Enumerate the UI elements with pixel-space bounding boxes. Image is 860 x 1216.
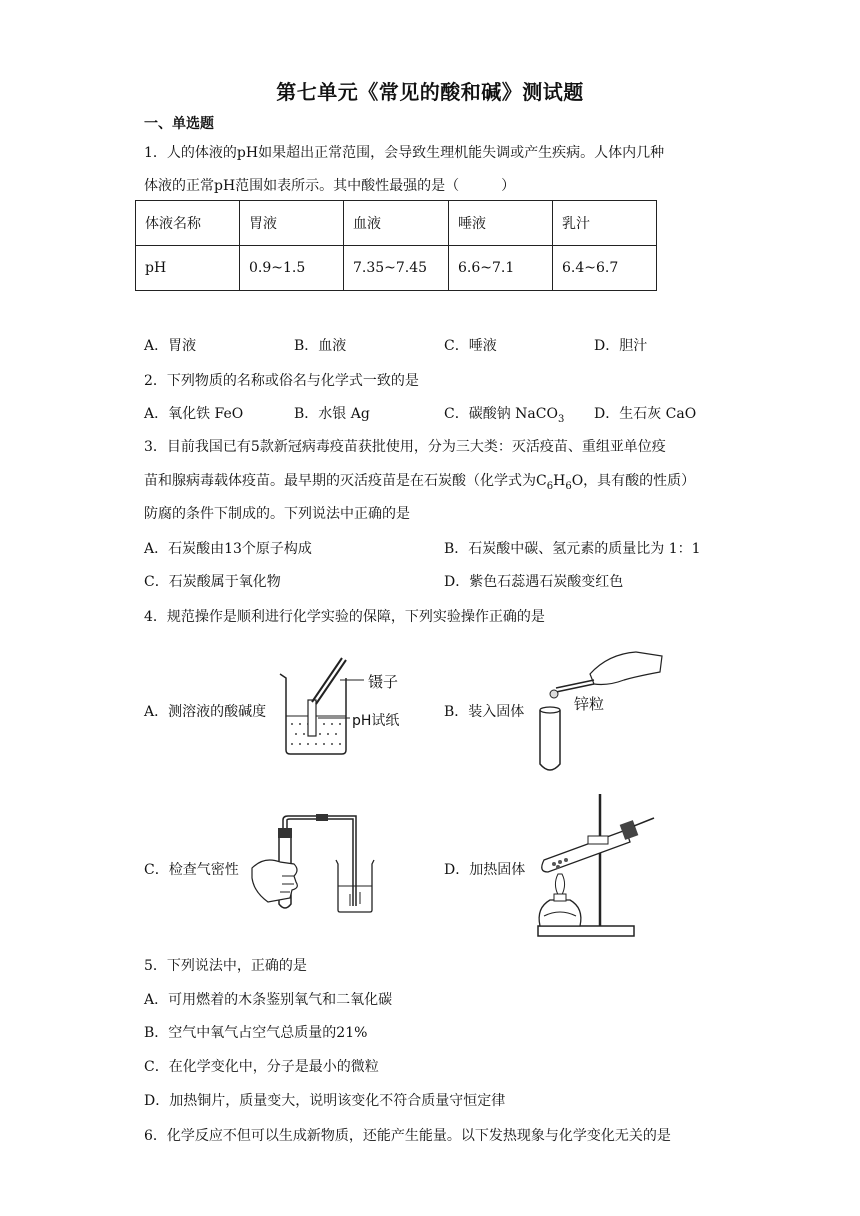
q1-option-b[interactable]: B．血液	[294, 338, 347, 354]
q2-option-c[interactable]	[444, 403, 564, 425]
table-cell: 血液	[344, 201, 449, 246]
q3-option-a[interactable]: A．石炭酸由13个原子构成	[144, 541, 312, 557]
table-cell: 胃液	[240, 201, 344, 246]
q3-text: 苗和腺病毒载体疫苗。最早期的灭活疫苗是在石炭酸（化学式为C	[144, 473, 547, 489]
q5-option-b[interactable]: B．空气中氧气占空气总质量的21%	[144, 1025, 368, 1041]
heating-apparatus-icon	[530, 790, 660, 940]
subscript: 6	[565, 480, 572, 492]
q1-option-d[interactable]: D．胆汁	[594, 338, 648, 354]
q4-option-d[interactable]: D．加热固体	[444, 862, 526, 878]
q3-text: O，具有酸的性质）	[571, 473, 696, 489]
q2-option-b[interactable]: B．水银 Ag	[294, 406, 370, 422]
q3-option-c[interactable]: C．石炭酸属于氧化物	[144, 574, 281, 590]
q4-option-c[interactable]: C．检查气密性	[144, 862, 239, 878]
ph-paper-label: pH试纸	[352, 713, 400, 729]
table-row	[136, 246, 657, 291]
q1-stem-line1: 1．人的体液的pH如果超出正常范围，会导致生理机能失调或产生疾病。人体内几种	[144, 145, 665, 161]
section-heading: 一、单选题	[144, 116, 214, 132]
table-cell: 6.6~7.1	[449, 246, 553, 291]
figure-add-solid	[528, 646, 668, 778]
table-cell: 乳汁	[553, 201, 657, 246]
table-row	[136, 201, 657, 246]
q3-option-b[interactable]: B．石炭酸中碳、氢元素的质量比为 1：1	[444, 541, 701, 557]
figure-heat-solid	[530, 790, 660, 940]
q4-option-a[interactable]: A．测溶液的酸碱度	[144, 704, 267, 720]
q3-stem-line2	[144, 470, 695, 492]
q2-option-d[interactable]: D．生石灰 CaO	[594, 406, 697, 422]
subscript: 3	[557, 413, 565, 425]
tweezers-label: 镊子	[368, 673, 399, 691]
table-cell: 6.4~6.7	[553, 246, 657, 291]
q2-option-a[interactable]: A．氧化铁 FeO	[144, 406, 244, 422]
q3-stem-line3: 防腐的条件下制成的。下列说法中正确的是	[144, 506, 410, 522]
table-cell: pH	[136, 246, 240, 291]
q2-option-c-text: C．碳酸钠 NaCO	[444, 406, 558, 422]
q1-stem-line2: 体液的正常pH范围如表所示。其中酸性最强的是（ ）	[144, 178, 516, 194]
q5-stem: 5．下列说法中，正确的是	[144, 958, 307, 974]
table-cell: 体液名称	[136, 201, 240, 246]
q6-stem: 6．化学反应不但可以生成新物质，还能产生能量。以下发热现象与化学变化无关的是	[144, 1128, 671, 1144]
airtightness-apparatus-icon	[238, 806, 388, 916]
q5-option-c[interactable]: C．在化学变化中，分子是最小的微粒	[144, 1059, 379, 1075]
q5-option-a[interactable]: A．可用燃着的木条鉴别氧气和二氧化碳	[144, 992, 393, 1008]
q2-stem: 2．下列物质的名称或俗名与化学式一致的是	[144, 373, 419, 389]
q4-stem: 4．规范操作是顺利进行化学实验的保障，下列实验操作正确的是	[144, 609, 545, 625]
page-title: 第七单元《常见的酸和碱》测试题	[276, 80, 584, 104]
table-cell: 7.35~7.45	[344, 246, 449, 291]
q4-option-b[interactable]: B．装入固体	[444, 704, 525, 720]
subscript: 6	[546, 480, 554, 492]
q3-option-d[interactable]: D．紫色石蕊遇石炭酸变红色	[444, 574, 624, 590]
q3-text: H	[553, 473, 566, 489]
figure-ph-test	[272, 650, 412, 760]
figure-airtightness	[238, 806, 388, 916]
q1-option-a[interactable]: A．胃液	[144, 338, 197, 354]
table-cell: 唾液	[449, 201, 553, 246]
q1-option-c[interactable]: C．唾液	[444, 338, 497, 354]
q5-option-d[interactable]: D．加热铜片，质量变大，说明该变化不符合质量守恒定律	[144, 1093, 506, 1109]
q3-stem-line1: 3．目前我国已有5款新冠病毒疫苗获批使用，分为三大类：灭活疫苗、重组亚单位疫	[144, 439, 666, 455]
table-cell: 0.9~1.5	[240, 246, 344, 291]
zinc-label: 锌粒	[574, 695, 605, 713]
ph-table	[135, 200, 657, 291]
beaker-icon	[272, 650, 412, 760]
